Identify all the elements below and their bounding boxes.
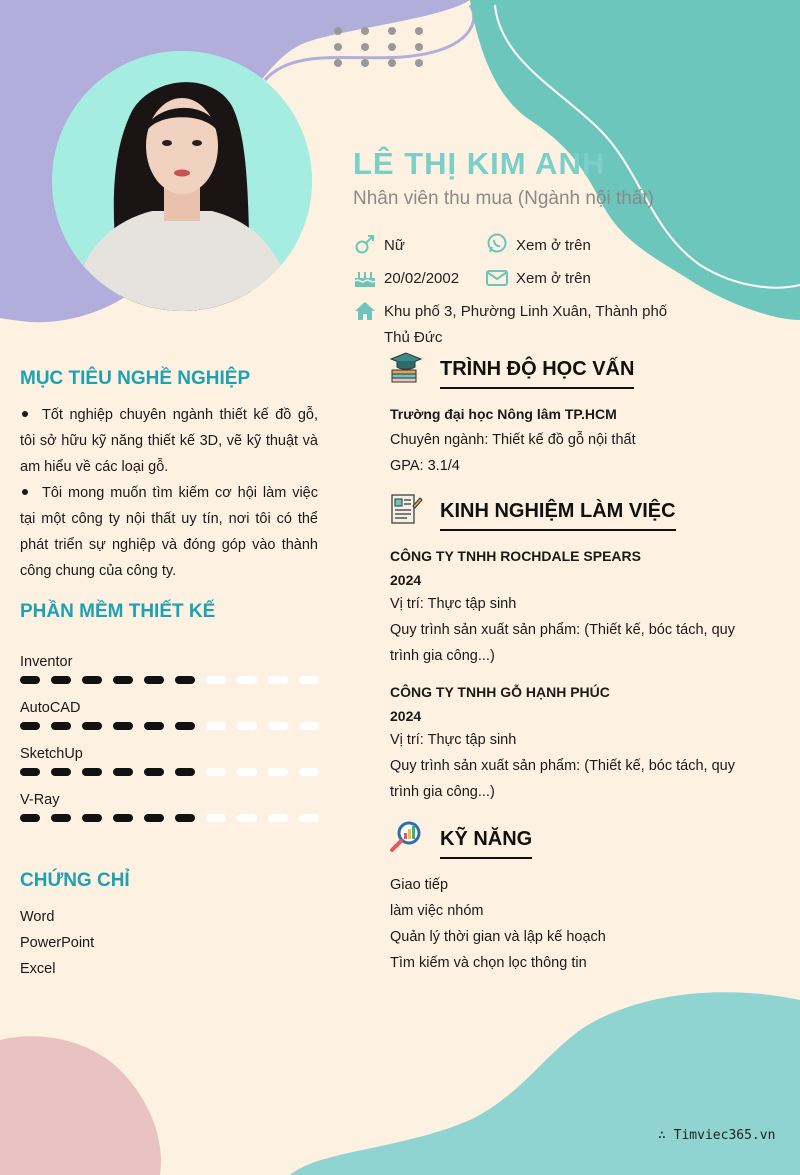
company-name: CÔNG TY TNHH ROCHDALE SPEARS bbox=[390, 548, 641, 564]
education-details bbox=[390, 401, 760, 479]
level-dash-empty bbox=[299, 676, 319, 684]
dots-icon: ∴ bbox=[658, 1128, 674, 1143]
home-icon bbox=[353, 299, 377, 323]
software-name: SketchUp bbox=[20, 746, 83, 762]
level-dash-filled bbox=[144, 814, 164, 822]
level-dash-filled bbox=[113, 676, 133, 684]
magnifier-chart-icon bbox=[389, 820, 423, 854]
cake-icon bbox=[353, 266, 377, 290]
level-dash-filled bbox=[51, 722, 71, 730]
level-dash-filled bbox=[82, 722, 102, 730]
certificates-title: CHỨNG CHỈ bbox=[20, 870, 130, 891]
level-dash-filled bbox=[20, 814, 40, 822]
experience-title: KINH NGHIỆM LÀM VIỆC bbox=[440, 500, 676, 531]
skill-level-bar bbox=[20, 722, 320, 730]
software-title: PHẦN MỀM THIẾT KẾ bbox=[20, 601, 216, 622]
objective-list bbox=[20, 402, 318, 584]
whatsapp-icon bbox=[485, 232, 509, 256]
email-value: Xem ở trên bbox=[516, 270, 591, 287]
gender-icon bbox=[353, 233, 377, 257]
level-dash-empty bbox=[237, 814, 257, 822]
level-dash-empty bbox=[299, 722, 319, 730]
major: Chuyên ngành: Thiết kế đồ gỗ nội thất bbox=[390, 432, 636, 448]
certificate-item: PowerPoint bbox=[20, 935, 95, 951]
candidate-name: LÊ THỊ KIM ANH bbox=[353, 146, 606, 181]
certificate-item: Excel bbox=[20, 961, 56, 977]
skill-item: Quản lý thời gian và lập kế hoạch bbox=[390, 929, 606, 945]
certificate-item: Word bbox=[20, 909, 55, 925]
software-name: AutoCAD bbox=[20, 700, 81, 716]
school-name: Trường đại học Nông lâm TP.HCM bbox=[390, 406, 617, 422]
level-dash-empty bbox=[206, 722, 226, 730]
gpa: GPA: 3.1/4 bbox=[390, 458, 460, 474]
skill-level-bar bbox=[20, 768, 320, 776]
job-entry bbox=[390, 679, 760, 805]
level-dash-empty bbox=[206, 676, 226, 684]
job-position: Vị trí: Thực tập sinh bbox=[390, 732, 517, 748]
profile-photo bbox=[52, 51, 312, 311]
footer-brand: ∴ Timviec365.vn bbox=[658, 1128, 776, 1143]
level-dash-filled bbox=[82, 814, 102, 822]
software-item bbox=[20, 790, 320, 822]
level-dash-filled bbox=[51, 814, 71, 822]
job-year: 2024 bbox=[390, 708, 422, 724]
address-value: Khu phố 3, Phường Linh Xuân, Thành phố Thủ Đức bbox=[384, 303, 668, 346]
level-dash-empty bbox=[268, 814, 288, 822]
job-description: Quy trình sản xuất sản phẩm: (Thiết kế, bóc tách, quy trình gia công...) bbox=[390, 758, 735, 800]
skill-item: làm việc nhóm bbox=[390, 903, 484, 919]
level-dash-filled bbox=[20, 768, 40, 776]
company-name: CÔNG TY TNHH GỖ HẠNH PHÚC bbox=[390, 684, 610, 700]
job-position: Vị trí: Thực tập sinh bbox=[390, 596, 517, 612]
objective-item: Tốt nghiệp chuyên ngành thiết kế đồ gỗ, tôi sở hữu kỹ năng thiết kế 3D, vẽ kỹ thuật và am hiểu về các loại gỗ. bbox=[20, 407, 318, 475]
skills-list bbox=[390, 872, 760, 976]
skill-item: Tìm kiếm và chọn lọc thông tin bbox=[390, 955, 587, 971]
level-dash-empty bbox=[299, 768, 319, 776]
envelope-icon bbox=[485, 266, 509, 290]
software-name: Inventor bbox=[20, 654, 73, 670]
level-dash-empty bbox=[268, 676, 288, 684]
level-dash-filled bbox=[20, 676, 40, 684]
birthday-value: 20/02/2002 bbox=[384, 270, 460, 287]
graduation-cap-icon bbox=[389, 350, 423, 384]
job-description: Quy trình sản xuất sản phẩm: (Thiết kế, bóc tách, quy trình gia công...) bbox=[390, 622, 735, 664]
level-dash-empty bbox=[206, 814, 226, 822]
level-dash-filled bbox=[144, 722, 164, 730]
resume-document-icon bbox=[389, 492, 423, 526]
level-dash-filled bbox=[113, 814, 133, 822]
level-dash-empty bbox=[237, 768, 257, 776]
education-title: TRÌNH ĐỘ HỌC VẤN bbox=[440, 358, 634, 389]
level-dash-filled bbox=[175, 768, 195, 776]
skills-title: KỸ NĂNG bbox=[440, 828, 532, 859]
certificates-list bbox=[20, 904, 94, 982]
level-dash-filled bbox=[20, 722, 40, 730]
level-dash-empty bbox=[268, 722, 288, 730]
level-dash-filled bbox=[82, 676, 102, 684]
level-dash-filled bbox=[82, 768, 102, 776]
software-item bbox=[20, 698, 320, 730]
objective-item: Tôi mong muốn tìm kiếm cơ hội làm việc tại một công ty nội thất uy tín, nơi tôi có thể phát triển sự nghiệp và đóng góp vào thành công chung của công ty. bbox=[20, 485, 318, 579]
level-dash-empty bbox=[206, 768, 226, 776]
level-dash-filled bbox=[175, 722, 195, 730]
level-dash-empty bbox=[237, 676, 257, 684]
gender-value: Nữ bbox=[384, 237, 405, 254]
phone-value: Xem ở trên bbox=[516, 237, 591, 254]
skill-level-bar bbox=[20, 676, 320, 684]
portrait-illustration bbox=[52, 51, 312, 311]
level-dash-empty bbox=[299, 814, 319, 822]
level-dash-empty bbox=[237, 722, 257, 730]
level-dash-filled bbox=[144, 768, 164, 776]
level-dash-filled bbox=[51, 768, 71, 776]
level-dash-filled bbox=[51, 676, 71, 684]
candidate-role: Nhân viên thu mua (Ngành nội thất) bbox=[353, 188, 655, 209]
level-dash-filled bbox=[113, 768, 133, 776]
job-entry bbox=[390, 543, 760, 669]
level-dash-filled bbox=[113, 722, 133, 730]
objective-title: MỤC TIÊU NGHỀ NGHIỆP bbox=[20, 368, 251, 389]
level-dash-filled bbox=[175, 676, 195, 684]
job-year: 2024 bbox=[390, 572, 422, 588]
software-name: V-Ray bbox=[20, 792, 60, 808]
skill-item: Giao tiếp bbox=[390, 877, 449, 893]
level-dash-filled bbox=[144, 676, 164, 684]
software-item bbox=[20, 744, 320, 776]
level-dash-filled bbox=[175, 814, 195, 822]
skill-level-bar bbox=[20, 814, 320, 822]
software-item bbox=[20, 652, 320, 684]
level-dash-empty bbox=[268, 768, 288, 776]
